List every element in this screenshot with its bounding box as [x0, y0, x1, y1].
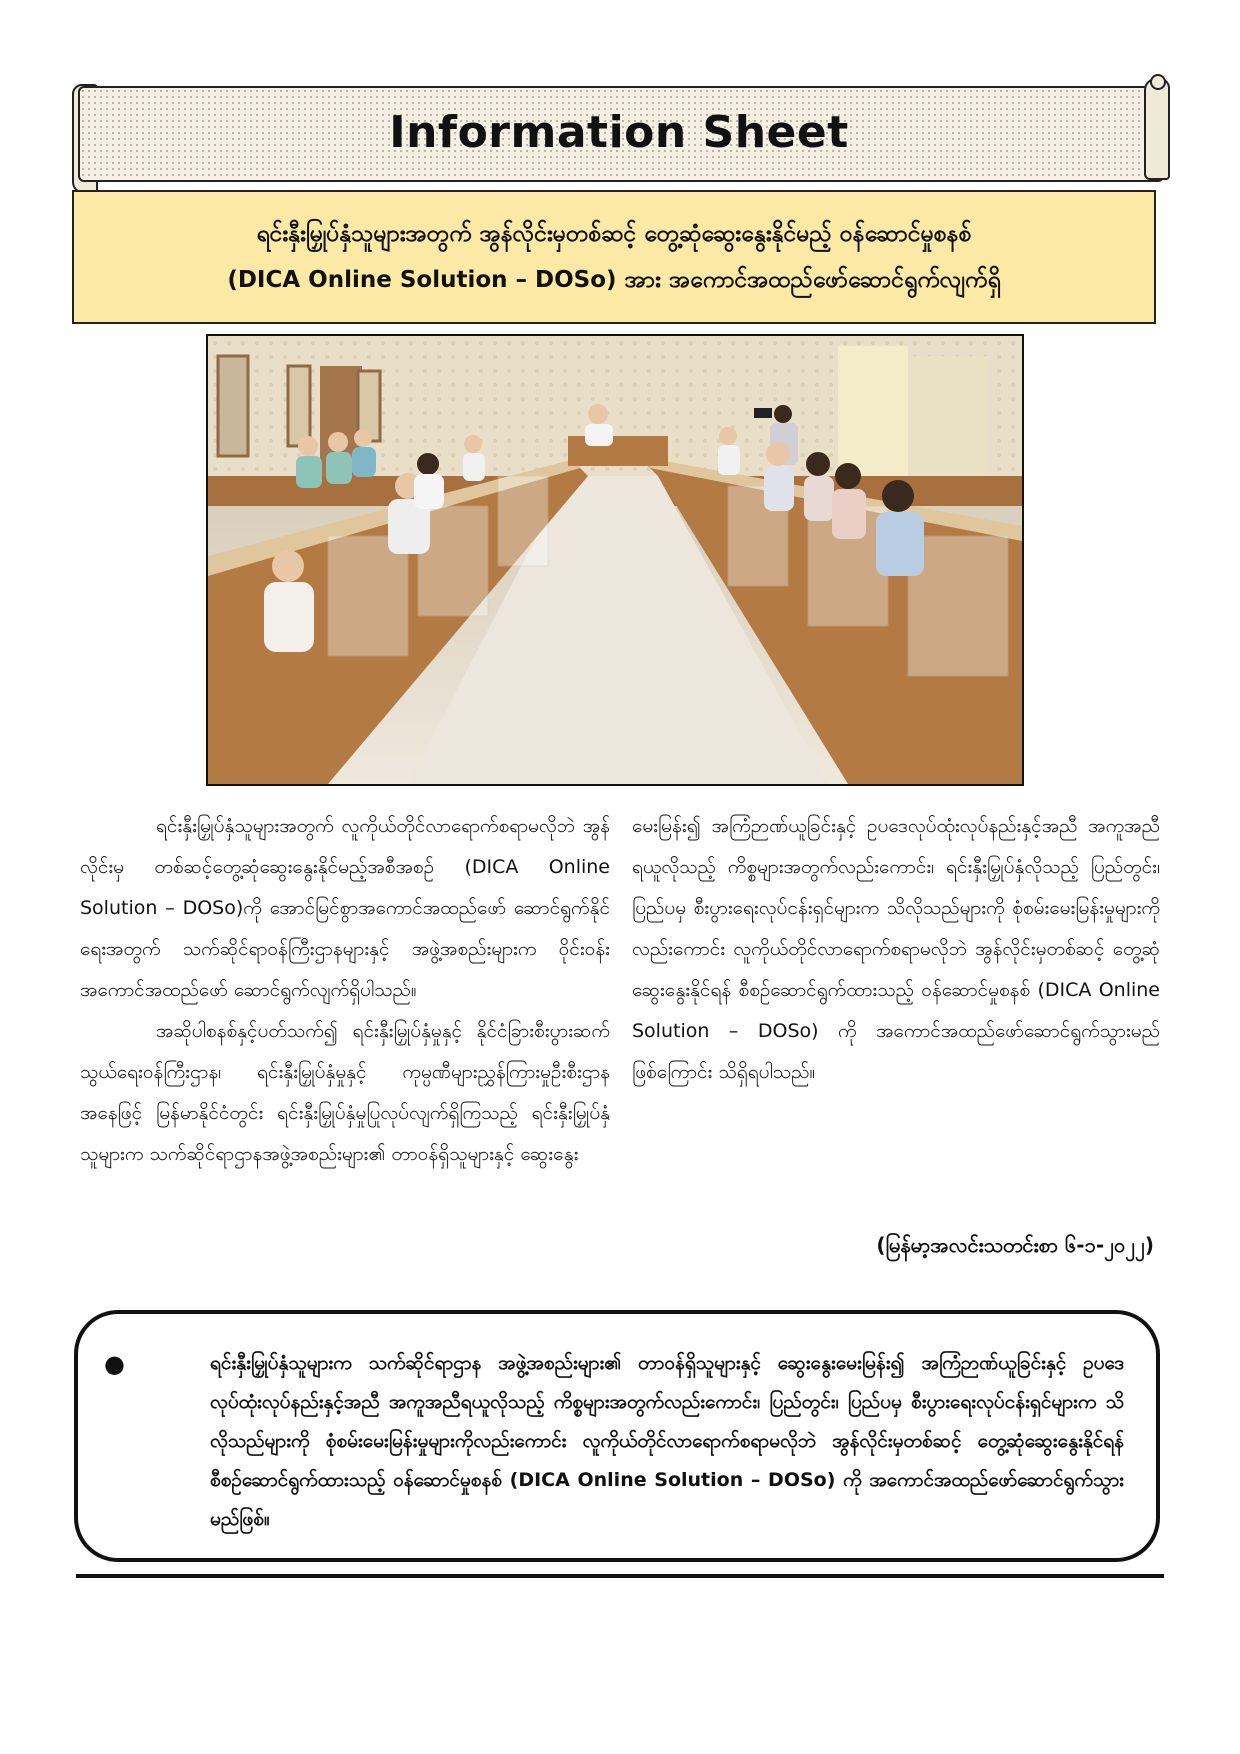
article-column-right — [632, 806, 1160, 1093]
article-column-left — [80, 806, 610, 1175]
headline-line-1: ရင်းနှီးမြှုပ်နှံသူများအတွက် အွန်လိုင်းမှတစ်ဆင့် တွေ့ဆုံဆွေးနွေးနိုင်မည့် ဝန်ဆောင်မှုစနစ် — [256, 221, 972, 247]
summary-box — [74, 1310, 1160, 1562]
meeting-room-illustration — [208, 336, 1022, 784]
bottom-divider — [76, 1574, 1164, 1578]
headline-box — [72, 190, 1156, 324]
meeting-room-photo — [206, 334, 1024, 786]
summary-text: ရင်းနှီးမြှုပ်နှံသူများက သက်ဆိုင်ရာဌာန အဖွဲ့အစည်းများ၏ တာဝန်ရှိသူများနှင့် ဆွေးနွေးမေးမြန်း၍ အကြံဉာဏ်ယူခြင်းနှင့် ဥပဒေလုပ်ထုံးလုပ်နည်းနှင့်အညီ အကူအညီရယူလိုသည့် ကိစ္စများအတွက်လည်းကောင်း၊ ပြည်တွင်း၊ ပြည်ပမှ စီးပွားရေးလုပ်ငန်းရှင်များက သိလိုသည်များကို စုံစမ်းမေးမြန်းမှုများကိုလည်းကောင်း လူကိုယ်တိုင်လာရောက်စရာမလိုဘဲ အွန်လိုင်းမှတစ်ဆင့် တွေ့ဆုံဆွေးနွေးနိုင်ရန် စီစဉ်ဆောင်ရွက်ထားသည့် ဝန်ဆောင်မှုစနစ် (DICA Online Solution – DOSo) ကို အကောင်အထည်ဖော်ဆောင်ရွက်သွားမည်ဖြစ်။ — [210, 1352, 1124, 1530]
article-paragraph-3: မေးမြန်း၍ အကြံဉာဏ်ယူခြင်းနှင့် ဥပဒေလုပ်ထုံးလုပ်နည်းနှင့်အညီ အကူအညီရယူလိုသည့် ကိစ္စများအတွက်လည်းကောင်း၊ ရင်းနှီးမြှုပ်နှံလိုသည့် ပြည်တွင်း၊ ပြည်ပမှ စီးပွားရေးလုပ်ငန်းရှင်များက သိလိုသည်များကို စုံစမ်းမေးမြန်းမှုများကိုလည်းကောင်း လူကိုယ်တိုင်လာရောက်စရာမလိုဘဲ အွန်လိုင်းမှတစ်ဆင့် တွေ့ဆုံဆွေးနွေးနိုင်ရန် စီစဉ်ဆောင်ရွက်ထားသည့် ဝန်ဆောင်မှုစနစ် (DICA Online Solution – DOSo) ကို အကောင်အထည်ဖော်ဆောင်ရွက်သွားမည်ဖြစ်ကြောင်း သိရှိရပါသည်။ — [632, 815, 1160, 1083]
bullet-icon: ● — [104, 1350, 125, 1378]
source-citation: (မြန်မာ့အလင်းသတင်းစာ ၆-၁-၂၀၂၂) — [876, 1233, 1154, 1257]
article-paragraph-2: အဆိုပါစနစ်နှင့်ပတ်သက်၍ ရင်းနှီးမြှုပ်နှံမှုနှင့် နိုင်ငံခြားစီးပွားဆက်သွယ်ရေးဝန်ကြီးဌာန၊ ရင်းနှီးမြှုပ်နှံမှုနှင့် ကုမ္ပဏီများညွှန်ကြားမှုဦးစီးဌာနအနေဖြင့် မြန်မာနိုင်ငံတွင်း ရင်းနှီးမြှုပ်နှံမှုပြုလုပ်လျက်ရှိကြသည့် ရင်းနှီးမြှုပ်နှံသူများက သက်ဆိုင်ရာဌာနအဖွဲ့အစည်းများ၏ တာဝန်ရှိသူများနှင့် ဆွေးနွေး — [80, 1020, 610, 1165]
page-title: Information Sheet — [389, 106, 849, 158]
headline-line-2: (DICA Online Solution – DOSo) အား အကောင်အထည်ဖော်ဆောင်ရွက်လျက်ရှိ — [227, 267, 1001, 293]
article-paragraph-1: ရင်းနှီးမြှုပ်နှံသူများအတွက် လူကိုယ်တိုင်လာရောက်စရာမလိုဘဲ အွန်လိုင်းမှ တစ်ဆင့်တွေ့ဆုံဆွေးနွေးနိုင်မည့်အစီအစဉ် (DICA Online Solution – DOSo)ကို အောင်မြင်စွာအကောင်အထည်ဖော် ဆောင်ရွက်နိုင်ရေးအတွက် သက်ဆိုင်ရာဝန်ကြီးဌာနများနှင့် အဖွဲ့အစည်းများက ဝိုင်းဝန်းအကောင်အထည်ဖော် ဆောင်ရွက်လျက်ရှိပါသည်။ — [80, 815, 610, 1001]
